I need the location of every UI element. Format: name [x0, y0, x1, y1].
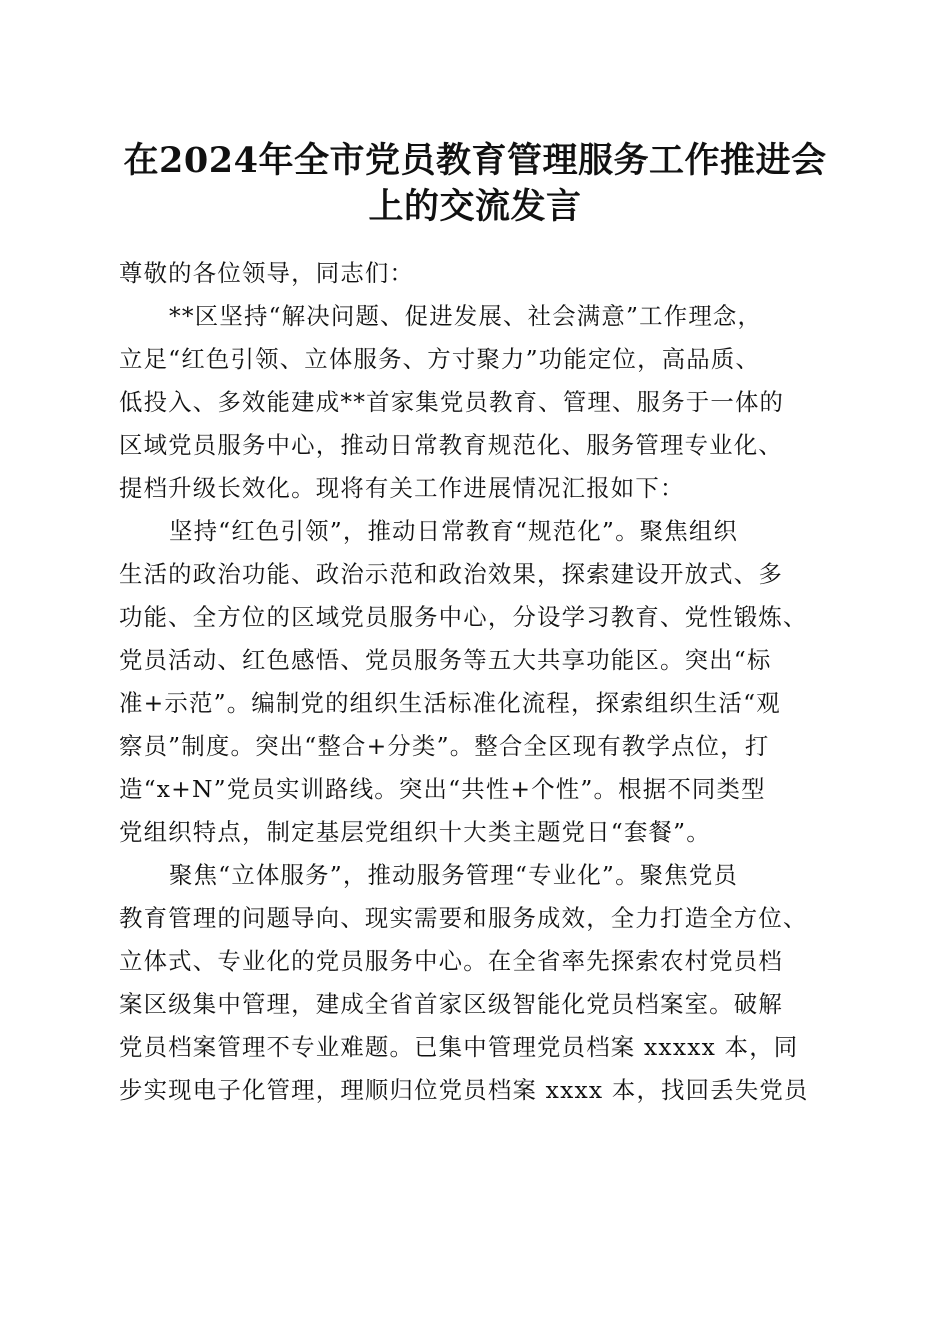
- paragraph-line: 提档升级长效化。现将有关工作进展情况汇报如下：: [119, 474, 685, 502]
- paragraph-line: 案区级集中管理，建成全省首家区级智能化党员档案室。破解: [119, 990, 783, 1018]
- paragraph-2: [119, 510, 831, 854]
- paragraph-line: 步实现电子化管理，理顺归位党员档案 xxxx 本，找回丢失党员: [119, 1076, 809, 1104]
- title-line-2: 上的交流发言: [368, 186, 582, 227]
- paragraph-line: 生活的政治功能、政治示范和政治效果，探索建设开放式、多: [119, 560, 783, 588]
- paragraph-line: 准+示范”。编制党的组织生活标准化流程，探索组织生活“观: [119, 689, 781, 717]
- paragraph-line: 立足“红色引领、立体服务、方寸聚力”功能定位，高品质、: [119, 345, 761, 373]
- salutation: 尊敬的各位领导，同志们：: [119, 259, 415, 287]
- document-body: [119, 252, 831, 1112]
- paragraph-line: 立体式、专业化的党员服务中心。在全省率先探索农村党员档: [119, 947, 783, 975]
- title-line-1: 在2024年全市党员教育管理服务工作推进会: [123, 140, 827, 181]
- document-title: [100, 138, 850, 230]
- paragraph-line: **区坚持“解决问题、促进发展、社会满意”工作理念，: [169, 302, 763, 330]
- paragraph-1: [119, 295, 831, 510]
- paragraph-line: 察员”制度。突出“整合+分类”。整合全区现有教学点位，打: [119, 732, 770, 760]
- paragraph-line: 教育管理的问题导向、现实需要和服务成效，全力打造全方位、: [119, 904, 808, 932]
- paragraph-line: 聚焦“立体服务”，推动服务管理“专业化”。聚焦党员: [169, 861, 739, 889]
- paragraph-line: 党员档案管理不专业难题。已集中管理党员档案 xxxxx 本，同: [119, 1033, 799, 1061]
- paragraph-3: [119, 854, 831, 1112]
- paragraph-line: 党员活动、红色感悟、党员服务等五大共享功能区。突出“标: [119, 646, 772, 674]
- paragraph-line: 功能、全方位的区域党员服务中心，分设学习教育、党性锻炼、: [119, 603, 808, 631]
- paragraph-line: 坚持“红色引领”，推动日常教育“规范化”。聚焦组织: [169, 517, 739, 545]
- paragraph-line: 低投入、多效能建成**首家集党员教育、管理、服务于一体的: [119, 388, 785, 416]
- paragraph-line: 党组织特点，制定基层党组织十大类主题党日“套餐”。: [119, 818, 711, 846]
- paragraph-line: 区域党员服务中心，推动日常教育规范化、服务管理专业化、: [119, 431, 783, 459]
- paragraph-line: 造“x+N”党员实训路线。突出“共性+个性”。根据不同类型: [119, 775, 766, 803]
